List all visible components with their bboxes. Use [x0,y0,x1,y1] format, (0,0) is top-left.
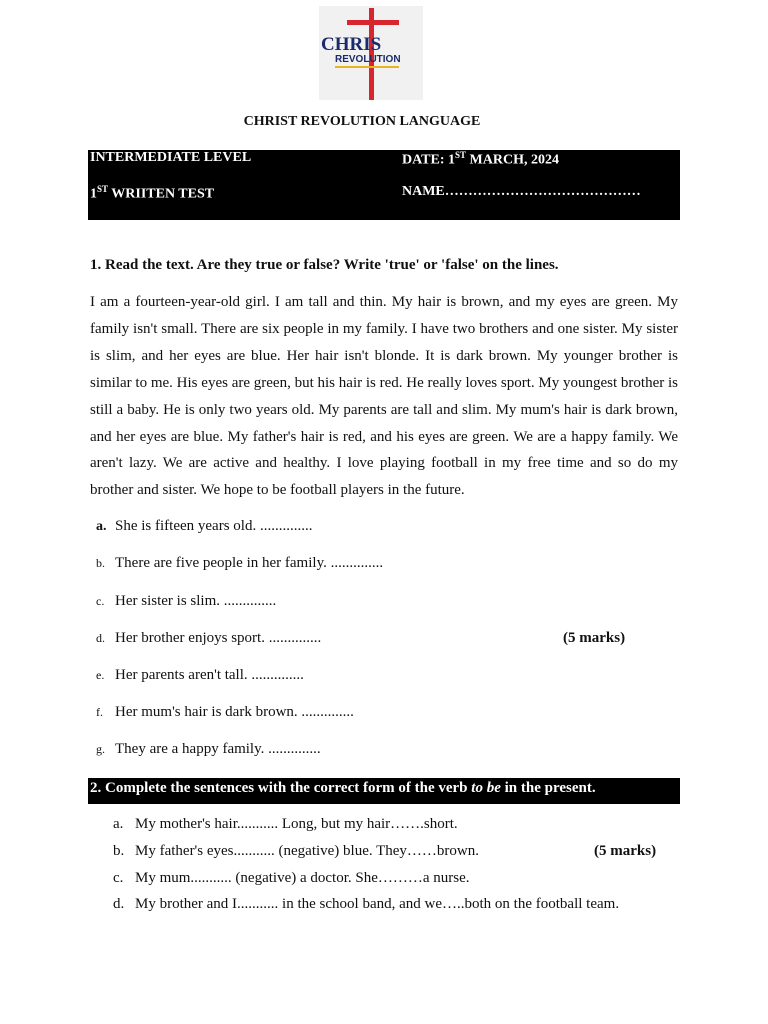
item-label: d. [96,631,105,645]
item-label: e. [96,668,105,682]
q1-heading: 1. Read the text. Are they true or false? Write 'true' or 'false' on the lines. [90,257,559,273]
list-item [96,593,276,610]
item-label: g. [96,742,105,756]
list-item [96,704,354,721]
item-text: My brother and I........... in the school band, and we…..both on the football team. [135,896,620,912]
test-rest: WRIITEN TEST [108,186,215,202]
test-sup: ST [97,184,109,194]
item-label: d. [113,896,125,912]
q2-heading-bar [88,778,680,804]
item-text: Her mum's hair is dark brown. .............. [115,704,354,720]
item-text: Her parents aren't tall. .............. [115,667,304,683]
list-item [96,667,304,684]
test-prefix: 1 [90,186,97,202]
list-item [96,741,321,758]
q2-heading-italic: to be [471,780,501,796]
item-label: b. [96,556,105,570]
date-rest: MARCH, 2024 [466,152,559,168]
name-field: NAME…………………………………… [402,184,641,199]
item-text: Her sister is slim. .............. [115,593,277,609]
item-label: a. [113,816,124,832]
item-text: My father's eyes........... (negative) blue. They……brown. [135,843,480,859]
date-label [402,150,559,169]
info-box [88,150,680,220]
logo-text-bottom: REVOLUTION [335,54,401,65]
reading-passage: I am a fourteen-year-old girl. I am tall and thin. My hair is brown, and my eyes are green. My family isn't small. There are six people in my family. I have two brothers and one sister. My sister is slim, and her eyes are blue. Her hair isn't blonde. It is dark brown. My younger brother is similar to me. His eyes are green, but his hair is red. He really loves sport. My youngest brother is still a baby. He is only two years old. My parents are tall and slim. My mum's hair is dark brown, and her eyes are blue. My father's hair is red, and his eyes are green. We are a happy family. We aren't lazy. We are active and healthy. I love playing football in my free time and so do my brother and sister. We hope to be football players in the future. [90,294,678,499]
q2-heading [90,780,596,797]
list-item [96,555,383,572]
school-logo [319,6,423,100]
item-label: c. [96,594,105,608]
q2-marks: (5 marks) [594,843,657,859]
item-text: Her brother enjoys sport. .............. [115,630,322,646]
q2-heading-before: 2. Complete the sentences with the correct form of the verb [90,780,472,796]
list-item [96,518,312,535]
item-text: There are five people in her family. .............. [115,555,384,571]
date-sup: ST [455,150,467,160]
item-text: They are a happy family. .............. [115,741,321,757]
test-label [90,184,214,203]
logo-accent-line [335,66,399,68]
q2-heading-after: in the present. [500,780,596,796]
item-text: She is fifteen years old. .............. [115,518,313,534]
item-label: f. [96,705,103,719]
item-label: b. [113,843,125,859]
school-name: CHRIST REVOLUTION LANGUAGE [243,114,481,129]
item-text: My mum........... (negative) a doctor. She………a nurse. [135,870,470,886]
list-item [96,630,321,647]
logo-text-top: CHRIS [321,34,382,55]
item-label: c. [113,870,124,886]
item-text: My mother's hair........... Long, but my hair…….short. [135,816,458,832]
level-label: INTERMEDIATE LEVEL [90,150,252,165]
q1-marks: (5 marks) [563,630,626,646]
item-label: a. [96,519,107,534]
date-prefix: DATE: 1 [402,152,456,168]
logo-cross-horizontal [347,20,399,25]
